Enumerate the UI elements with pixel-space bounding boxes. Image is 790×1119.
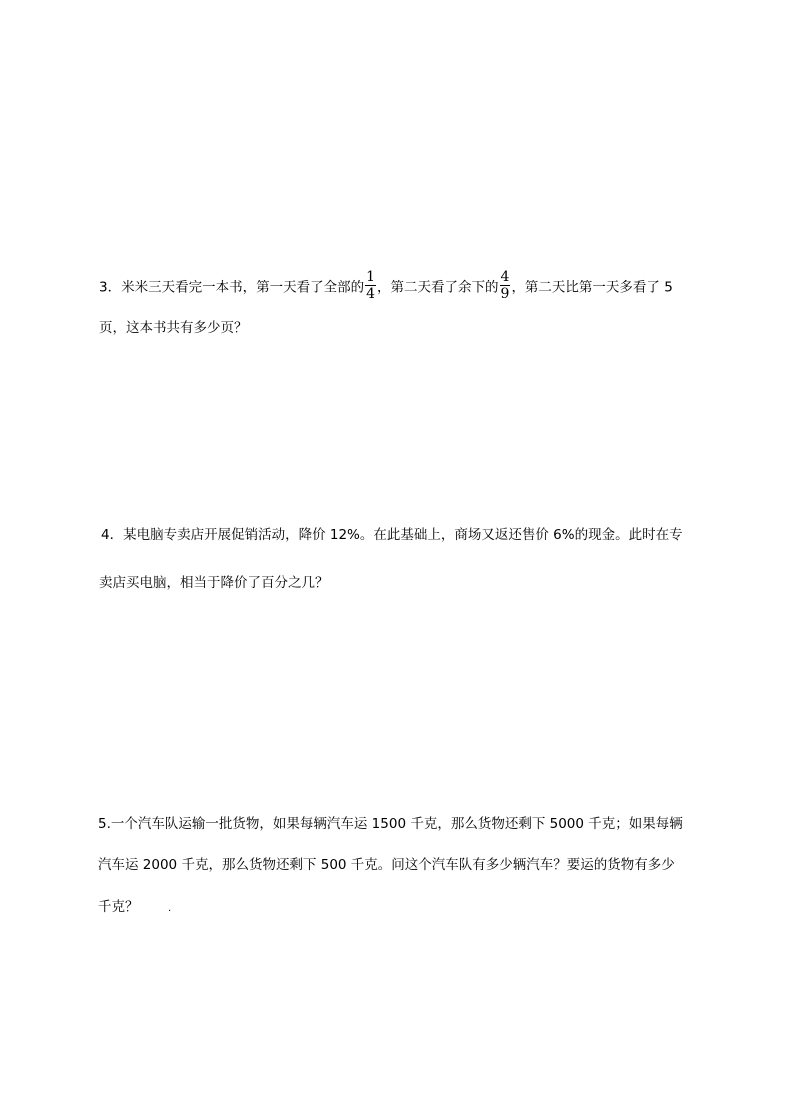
fraction-one-quarter [365,270,376,301]
question-4-line-1: 4．某电脑专卖店开展促销活动，降价 12%。在此基础上，商场又返还售价 6%的现金。此时在专 [101,527,683,543]
question-3-line-1 [99,269,673,303]
question-3-text-part-3: ，第二天比第一天多看了 5 [511,279,673,296]
question-5-line-3: 千克？ [98,899,139,915]
question-3-line-2: 页，这本书共有多少页？ [99,320,248,336]
fraction-denominator: 4 [366,286,376,302]
question-5-line-2: 汽车运 2000 千克，那么货物还剩下 500 千克。问这个汽车队有多少辆汽车？要运的货物有多少 [98,857,675,873]
question-3-text-part-2: ，第二天看了余下的 [377,279,499,296]
fraction-numerator: 1 [366,269,376,285]
fraction-denominator: 9 [500,286,510,302]
fraction-four-ninths [500,270,511,301]
question-4-line-2: 卖店买电脑，相当于降价了百分之几？ [99,575,329,591]
question-3-text-part-1: 3．米米三天看完一本书，第一天看了全部的 [99,279,365,296]
fraction-numerator: 4 [500,269,510,285]
trailing-mark: . [168,903,172,914]
question-5-line-1: 5.一个汽车队运输一批货物，如果每辆汽车运 1500 千克，那么货物还剩下 5000 千克；如果每辆 [98,816,683,832]
